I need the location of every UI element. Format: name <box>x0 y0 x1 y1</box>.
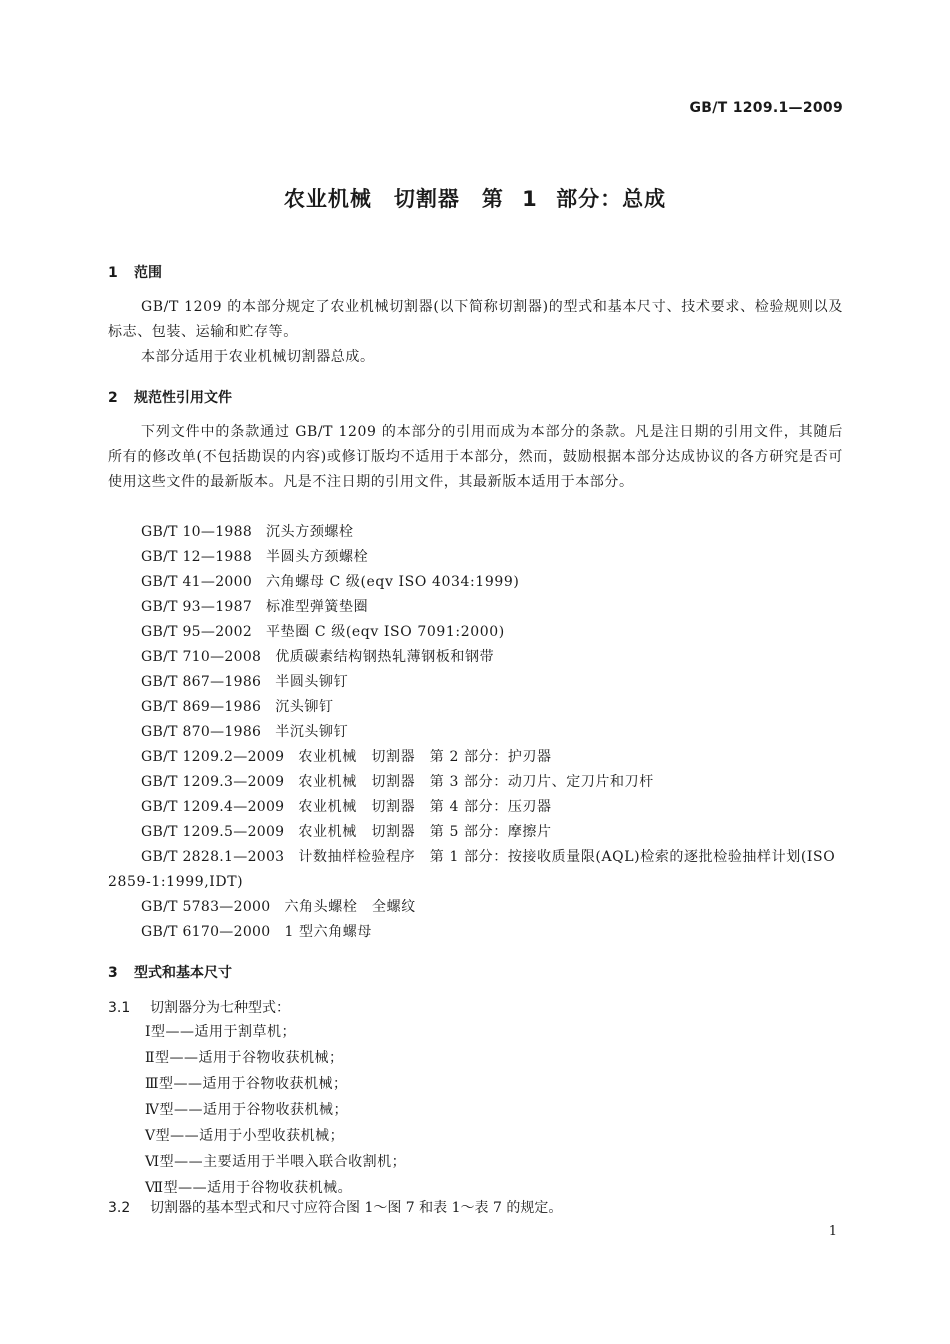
section-2-title: 规范性引用文件 <box>134 390 232 406</box>
reference-name: 计数抽样检验程序 第 1 部分：按接收质量限(AQL)检索的逐批检验抽样计划(ISO 2859-1:1999,IDT) <box>108 849 836 890</box>
clause-3-1 <box>108 996 290 1021</box>
reference-item <box>108 845 843 895</box>
reference-code: GB/T 1209.4—2009 <box>141 799 285 815</box>
reference-name: 半沉头铆钉 <box>275 724 349 740</box>
reference-code: GB/T 5783—2000 <box>141 899 271 915</box>
reference-name: 农业机械 切割器 第 5 部分：摩擦片 <box>298 824 552 840</box>
section-1-paragraph-1: GB/T 1209 的本部分规定了农业机械切割器(以下简称切割器)的型式和基本尺寸、技术要求、检验规则以及标志、包装、运输和贮存等。 <box>108 299 843 340</box>
reference-item <box>108 745 843 770</box>
cutter-type-item: Ⅱ型——适用于谷物收获机械； <box>145 1050 344 1066</box>
reference-name: 六角头螺栓 全螺纹 <box>284 899 416 915</box>
standard-number: GB/T 1209.1—2009 <box>689 100 843 116</box>
reference-code: GB/T 1209.2—2009 <box>141 749 285 765</box>
reference-item <box>108 795 843 820</box>
reference-code: GB/T 12—1988 <box>141 549 253 565</box>
reference-code: GB/T 867—1986 <box>141 674 262 690</box>
reference-name: 农业机械 切割器 第 2 部分：护刃器 <box>298 749 552 765</box>
reference-name: 半圆头铆钉 <box>275 674 349 690</box>
section-2-heading <box>108 387 232 407</box>
reference-name: 六角螺母 C 级(eqv ISO 4034:1999) <box>266 574 520 590</box>
reference-name: 沉头铆钉 <box>275 699 334 715</box>
reference-code: GB/T 41—2000 <box>141 574 253 590</box>
reference-item <box>108 670 843 695</box>
reference-code: GB/T 93—1987 <box>141 599 253 615</box>
section-1-number: 1 <box>108 265 118 281</box>
reference-name: 平垫圈 C 级(eqv ISO 7091:2000) <box>266 624 505 640</box>
normative-references-list <box>108 520 843 945</box>
reference-code: GB/T 1209.3—2009 <box>141 774 285 790</box>
reference-code: GB/T 870—1986 <box>141 724 262 740</box>
reference-item <box>108 570 843 595</box>
reference-code: GB/T 2828.1—2003 <box>141 849 285 865</box>
reference-code: GB/T 1209.5—2009 <box>141 824 285 840</box>
section-3-number: 3 <box>108 965 118 981</box>
section-2-paragraph: 下列文件中的条款通过 GB/T 1209 的本部分的引用而成为本部分的条款。凡是注日期的引用文件，其随后所有的修改单(不包括勘误的内容)或修订版均不适用于本部分，然而，鼓励根据本部分达成协议的各方研究是否可使用这些文件的最新版本。凡是不注日期的引用文件，其最新版本适用于本部分。 <box>108 424 843 490</box>
clause-3-2-number: 3.2 <box>108 1200 131 1216</box>
reference-item <box>108 595 843 620</box>
section-1-heading <box>108 262 162 282</box>
reference-item <box>108 545 843 570</box>
reference-name: 沉头方颈螺栓 <box>266 524 354 540</box>
reference-item <box>108 770 843 795</box>
reference-name: 1 型六角螺母 <box>284 924 372 940</box>
clause-3-2 <box>108 1196 562 1221</box>
cutter-types-list <box>145 1019 406 1201</box>
reference-name: 半圆头方颈螺栓 <box>266 549 369 565</box>
reference-item <box>108 645 843 670</box>
reference-code: GB/T 869—1986 <box>141 699 262 715</box>
reference-item <box>108 520 843 545</box>
cutter-type-item: Ⅵ型——主要适用于半喂入联合收割机； <box>145 1154 407 1170</box>
section-1-title: 范围 <box>134 265 162 281</box>
document-title: 农业机械 切割器 第 1 部分：总成 <box>283 187 667 211</box>
reference-code: GB/T 6170—2000 <box>141 924 271 940</box>
reference-item <box>108 920 843 945</box>
page-number: 1 <box>828 1224 837 1239</box>
reference-code: GB/T 10—1988 <box>141 524 253 540</box>
reference-item <box>108 820 843 845</box>
reference-name: 优质碳素结构钢热轧薄钢板和钢带 <box>275 649 495 665</box>
clause-3-1-number: 3.1 <box>108 1000 131 1016</box>
section-3-title: 型式和基本尺寸 <box>134 965 232 981</box>
reference-name: 农业机械 切割器 第 4 部分：压刃器 <box>298 799 552 815</box>
reference-item <box>108 695 843 720</box>
reference-name: 标准型弹簧垫圈 <box>266 599 369 615</box>
reference-item <box>108 620 843 645</box>
cutter-type-item: Ⅲ型——适用于谷物收获机械； <box>145 1076 348 1092</box>
reference-item <box>108 895 843 920</box>
reference-name: 农业机械 切割器 第 3 部分：动刀片、定刀片和刀杆 <box>298 774 654 790</box>
clause-3-2-text: 切割器的基本型式和尺寸应符合图 1～图 7 和表 1～表 7 的规定。 <box>150 1200 563 1216</box>
reference-code: GB/T 95—2002 <box>141 624 253 640</box>
section-3-heading <box>108 962 232 982</box>
cutter-type-item: Ⅴ型——适用于小型收获机械； <box>145 1128 345 1144</box>
section-2-number: 2 <box>108 390 118 406</box>
clause-3-1-text: 切割器分为七种型式： <box>150 1000 290 1016</box>
cutter-type-item: Ⅰ型——适用于割草机； <box>145 1024 297 1040</box>
reference-code: GB/T 710—2008 <box>141 649 262 665</box>
section-1-paragraph-2: 本部分适用于农业机械切割器总成。 <box>141 349 375 365</box>
cutter-type-item: Ⅳ型——适用于谷物收获机械； <box>145 1102 348 1118</box>
reference-item <box>108 720 843 745</box>
cutter-type-item: Ⅶ型——适用于谷物收获机械。 <box>145 1180 353 1196</box>
